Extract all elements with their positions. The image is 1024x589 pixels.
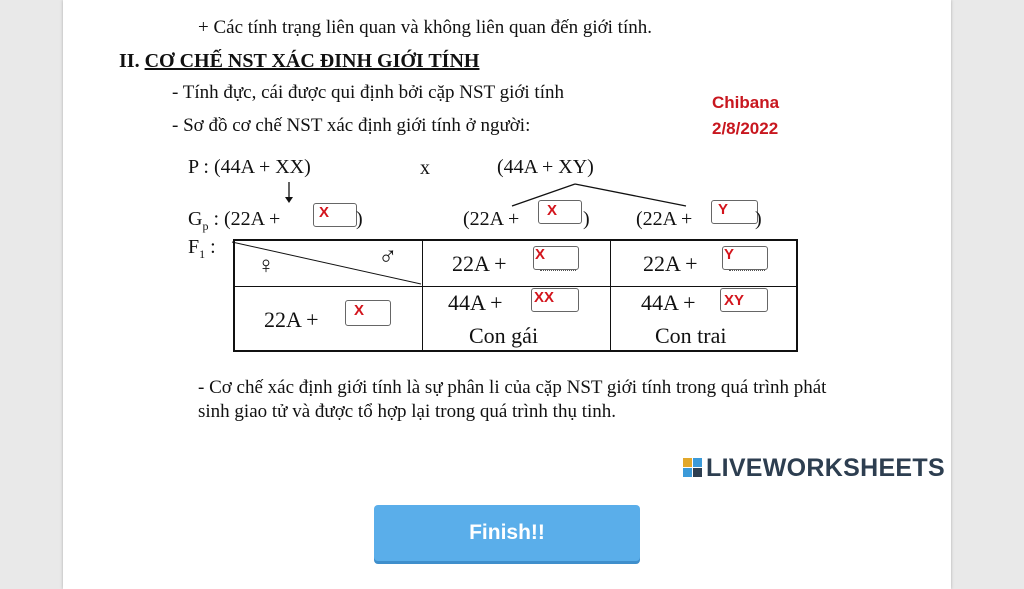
table-divider-v2 <box>610 241 611 350</box>
liveworksheets-logo-text: LIVEWORKSHEETS <box>706 454 945 482</box>
gp-letter: G <box>188 208 203 230</box>
answer-head-x: X <box>535 246 546 263</box>
conclusion-line-1: - Cơ chế xác định giới tính là sự phân li của cặp NST giới tính trong quá trình phát <box>198 377 827 398</box>
gp-female-text: : (22A + <box>213 208 281 230</box>
answer-con-gai: XX <box>534 289 555 306</box>
answer-head-y: Y <box>724 246 735 263</box>
con-gai-label: Con gái <box>469 323 539 348</box>
heading-number: II. <box>119 50 140 72</box>
author-date: 2/8/2022 <box>712 119 779 138</box>
gp-label <box>188 208 280 234</box>
answer-gp-male2: Y <box>718 201 729 218</box>
bullet-2: - Sơ đồ cơ chế NST xác định giới tính ở người: <box>172 115 531 136</box>
paren-close-2: ) <box>583 208 590 230</box>
table-divider-v1 <box>422 241 423 350</box>
head-x-text: 22A + <box>452 251 507 276</box>
conclusion-line-2: sinh giao tử và được tổ hợp lại trong quá trình thụ tinh. <box>198 401 616 422</box>
answer-gp-male1: X <box>547 202 558 219</box>
paren-close-1: ) <box>356 208 363 230</box>
liveworksheets-logo <box>683 454 945 483</box>
table-divider-h <box>235 286 796 287</box>
f1-subscript: 1 <box>199 247 206 261</box>
head-y-text: 22A + <box>643 251 698 276</box>
con-gai-genotype-text: 44A + <box>448 290 503 315</box>
answer-row-female: X <box>354 302 365 319</box>
author-name: Chibana <box>712 93 780 112</box>
heading-text: CƠ CHẾ NST XÁC ĐINH GIỚI TÍNH <box>144 50 480 72</box>
gp-subscript: p <box>202 219 209 233</box>
female-symbol: ♀ <box>257 253 275 279</box>
paren-close-3: ) <box>755 208 762 230</box>
cross-sign: x <box>420 157 430 179</box>
parent-male: (44A + XY) <box>497 156 594 178</box>
answer-box-gp-male1[interactable] <box>538 200 582 224</box>
answer-gp-female: X <box>319 204 330 221</box>
f1-letter: F <box>188 236 200 258</box>
top-line: + Các tính trạng liên quan và không liên quan đến giới tính. <box>198 17 652 38</box>
dots-head-y <box>729 270 765 271</box>
answer-con-trai: XY <box>724 292 745 309</box>
bullet-1: - Tính đực, cái được qui định bởi cặp NST giới tính <box>172 82 564 103</box>
f1-colon: : <box>210 236 216 258</box>
parent-female: P : (44A + XX) <box>188 156 311 178</box>
answer-box-row-female[interactable] <box>345 300 391 326</box>
gp-male1-text: (22A + <box>463 208 520 230</box>
liveworksheets-logo-icon <box>683 458 703 478</box>
con-trai-genotype-text: 44A + <box>641 290 696 315</box>
con-trai-label: Con trai <box>655 323 727 348</box>
gp-male2-text: (22A + <box>636 208 693 230</box>
finish-button[interactable]: Finish!! <box>374 505 640 561</box>
dots-head-x <box>540 270 576 271</box>
row-female-text: 22A + <box>264 307 319 332</box>
f1-label <box>188 236 216 262</box>
male-symbol: ♂ <box>378 242 398 271</box>
